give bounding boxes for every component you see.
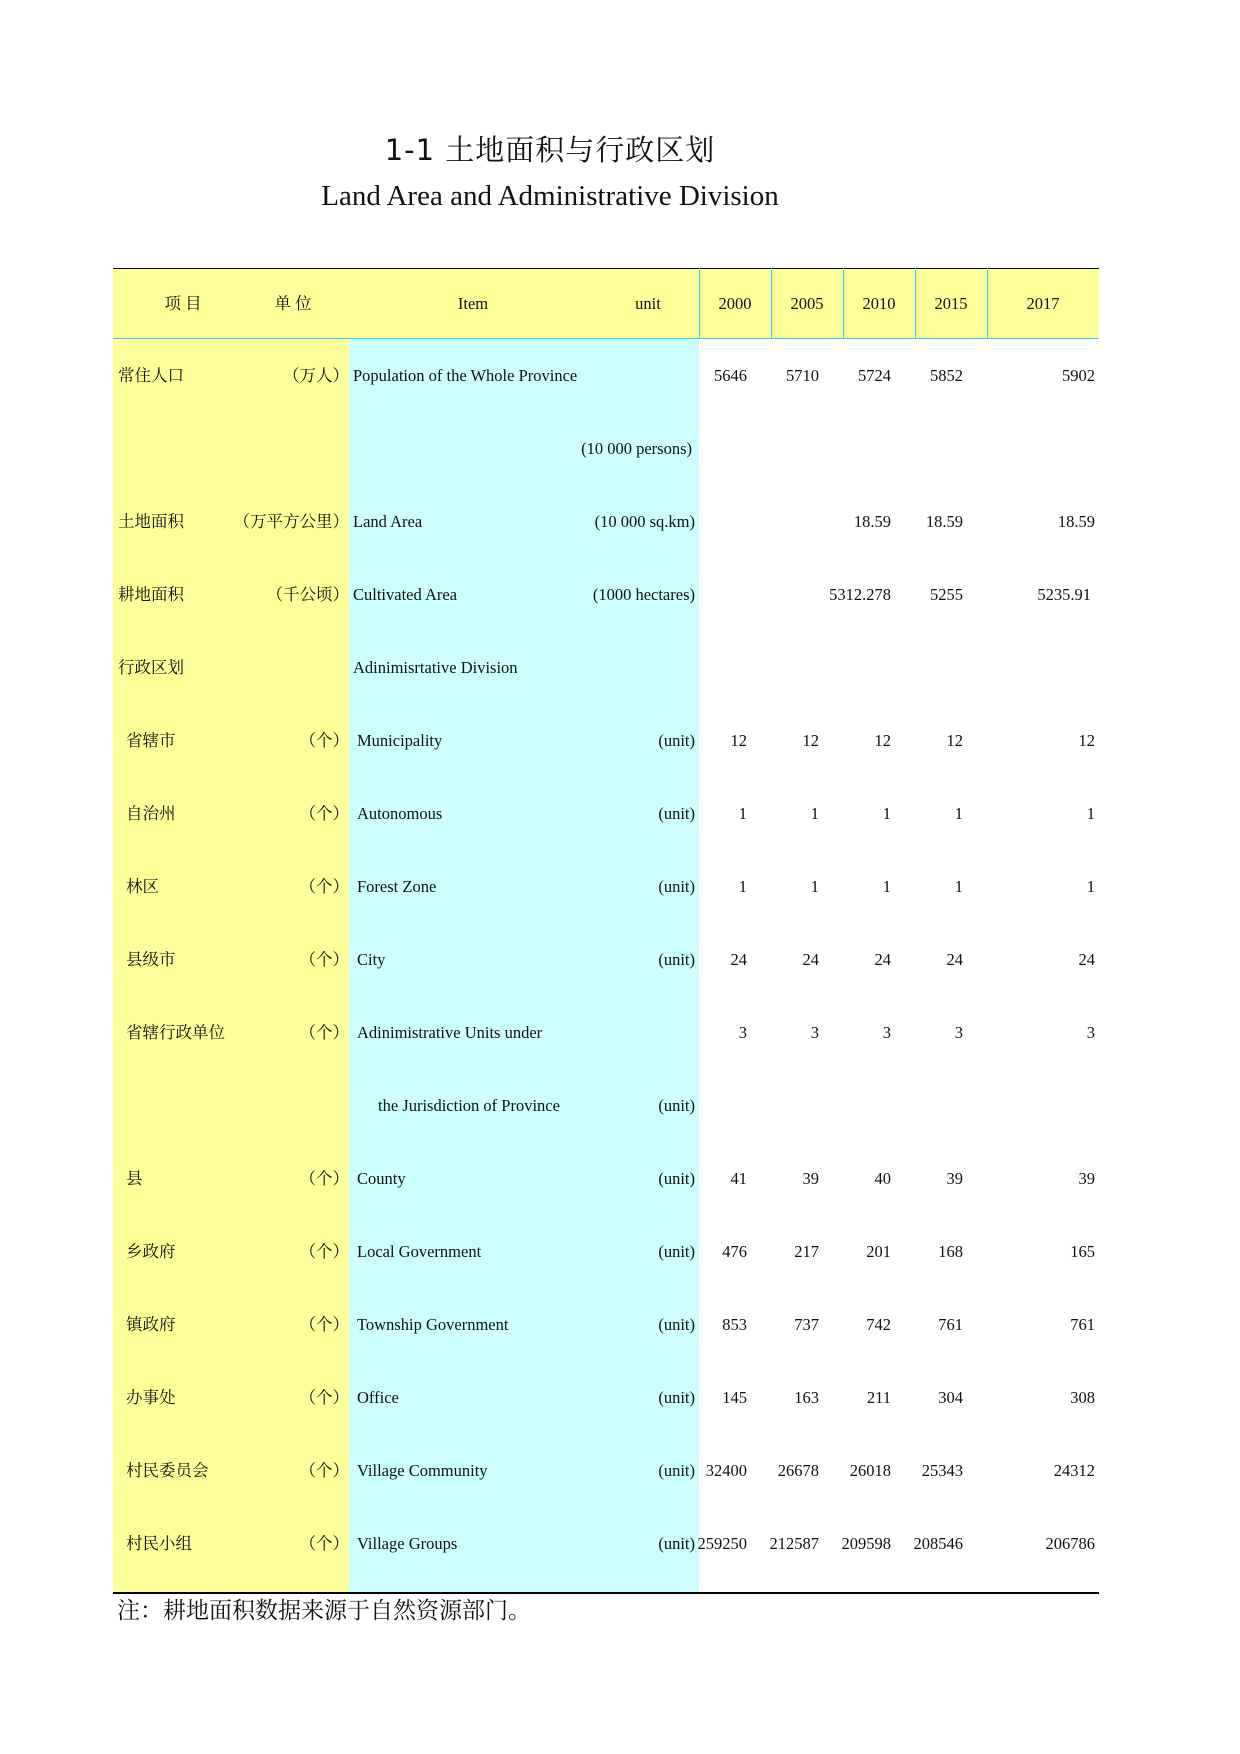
value-cell: 5646	[714, 366, 747, 385]
value-cell: 145	[722, 1388, 747, 1407]
table-row	[113, 1361, 1099, 1434]
value-cell: 1	[954, 804, 963, 823]
value-cell: 39	[1078, 1169, 1095, 1188]
value-cell: 5312.278	[829, 585, 891, 604]
row-unit-cn: （个）	[299, 1169, 349, 1188]
row-unit-cn: （个）	[299, 1242, 349, 1261]
value-cell: 1	[738, 804, 747, 823]
value-cell: 3	[954, 1023, 963, 1042]
table-row	[113, 339, 1099, 412]
table-row	[113, 850, 1099, 923]
row-label-cn: 自治州	[126, 804, 176, 823]
value-cell: 3	[882, 1023, 891, 1042]
value-cell: 24	[1078, 950, 1095, 969]
row-label-cn: 村民委员会	[126, 1461, 209, 1480]
value-cell: 1	[1086, 877, 1095, 896]
row-label-en: Village Community	[357, 1461, 488, 1480]
row-label-cn: 常住人口	[118, 366, 184, 385]
table-row	[113, 1069, 1099, 1142]
value-cell: 5235.91	[1037, 585, 1091, 604]
row-unit-en: (unit)	[658, 731, 695, 750]
title-chinese: 1-1 土地面积与行政区划	[384, 133, 716, 167]
value-cell: 12	[730, 731, 747, 750]
value-cell: 26678	[777, 1461, 819, 1480]
value-cell: 12	[946, 731, 963, 750]
table-row	[113, 1288, 1099, 1361]
value-cell: 3	[1086, 1023, 1095, 1042]
table-row	[113, 777, 1099, 850]
value-cell: 5255	[930, 585, 963, 604]
row-unit-en: (unit)	[658, 1315, 695, 1334]
title-english: Land Area and Administrative Division	[321, 180, 779, 212]
row-label-cn: 林区	[126, 877, 159, 896]
row-unit-cn: （个）	[299, 1315, 349, 1334]
value-cell: 18.59	[1057, 512, 1095, 531]
value-cell: 259250	[697, 1534, 747, 1553]
row-label-en: Village Groups	[357, 1534, 458, 1553]
row-unit-en: (unit)	[658, 877, 695, 896]
value-cell: 212587	[769, 1534, 819, 1553]
row-unit-en: (unit)	[658, 1461, 695, 1480]
statistics-table	[113, 268, 1099, 1596]
row-label-en: Township Government	[357, 1315, 509, 1334]
row-unit-cn: （个）	[299, 731, 349, 750]
value-cell: 1	[810, 877, 819, 896]
value-cell: 1	[810, 804, 819, 823]
value-cell: 12	[874, 731, 891, 750]
value-cell: 308	[1070, 1388, 1095, 1407]
value-cell: 761	[1070, 1315, 1095, 1334]
row-unit-cn: （个）	[299, 1534, 349, 1553]
table-row	[113, 631, 1099, 704]
value-cell: 1	[882, 877, 891, 896]
value-cell: 12	[802, 731, 819, 750]
table-row	[113, 1215, 1099, 1288]
row-unit-cn: （个）	[299, 1461, 349, 1480]
header-year: 2015	[934, 294, 968, 313]
value-cell: 211	[866, 1388, 891, 1407]
value-cell: 742	[866, 1315, 891, 1334]
value-cell: 5852	[930, 366, 963, 385]
value-cell: 3	[810, 1023, 819, 1042]
value-cell: 26018	[849, 1461, 891, 1480]
value-cell: 304	[938, 1388, 963, 1407]
row-unit-en: (unit)	[658, 1242, 695, 1261]
row-label-cn: 行政区划	[118, 658, 184, 677]
row-unit-en: (unit)	[658, 804, 695, 823]
header-year: 2000	[718, 294, 752, 313]
value-cell: 201	[866, 1242, 891, 1261]
row-unit-en: (unit)	[658, 1534, 695, 1553]
value-cell: 32400	[705, 1461, 747, 1480]
value-cell: 18.59	[925, 512, 963, 531]
value-cell: 168	[938, 1242, 963, 1261]
value-cell: 165	[1070, 1242, 1095, 1261]
value-cell: 209598	[841, 1534, 891, 1553]
row-unit-en: (1000 hectares)	[592, 585, 695, 604]
row-label-cn: 村民小组	[126, 1534, 192, 1553]
header-year: 2005	[790, 294, 824, 313]
value-cell: 206786	[1045, 1534, 1095, 1553]
value-cell: 208546	[913, 1534, 963, 1553]
table-row	[113, 1507, 1099, 1580]
row-label-en: Forest Zone	[357, 877, 437, 896]
row-label-en: Cultivated Area	[353, 585, 458, 604]
row-label-en: Local Government	[357, 1242, 482, 1261]
row-unit-en: (unit)	[658, 950, 695, 969]
row-label-cn: 土地面积	[118, 512, 184, 531]
row-label-cn: 县	[126, 1169, 143, 1188]
value-cell: 18.59	[853, 512, 891, 531]
value-cell: 5724	[858, 366, 891, 385]
value-cell: 24	[874, 950, 891, 969]
value-cell: 39	[946, 1169, 963, 1188]
row-unit-en: (10 000 persons)	[581, 439, 692, 458]
value-cell: 39	[802, 1169, 819, 1188]
row-label-cn: 办事处	[126, 1388, 176, 1407]
row-unit-cn: （个）	[299, 1388, 349, 1407]
row-label-en: the Jurisdiction of Province	[378, 1096, 560, 1115]
value-cell: 1	[954, 877, 963, 896]
value-cell: 25343	[921, 1461, 963, 1480]
row-label-en: Office	[357, 1388, 399, 1407]
header-unit-en: unit	[635, 294, 661, 313]
row-label-cn: 乡政府	[126, 1242, 176, 1261]
row-unit-cn: （个）	[299, 1023, 349, 1042]
value-cell: 1	[882, 804, 891, 823]
footnote: 注：耕地面积数据来源于自然资源部门。	[117, 1598, 531, 1624]
row-label-en: City	[357, 950, 386, 969]
value-cell: 761	[938, 1315, 963, 1334]
value-cell: 737	[794, 1315, 819, 1334]
row-unit-en: (unit)	[658, 1388, 695, 1407]
table-row	[113, 704, 1099, 777]
table-row	[113, 558, 1099, 631]
header-year: 2010	[862, 294, 896, 313]
row-label-en: Adinimistrative Units under	[357, 1023, 543, 1042]
row-label-cn: 县级市	[126, 950, 176, 969]
value-cell: 853	[722, 1315, 747, 1334]
value-cell: 163	[794, 1388, 819, 1407]
value-cell: 476	[722, 1242, 747, 1261]
row-label-en: Autonomous	[357, 804, 443, 823]
value-cell: 24	[730, 950, 747, 969]
value-cell: 217	[794, 1242, 819, 1261]
row-unit-en: (10 000 sq.km)	[594, 512, 695, 531]
row-label-cn: 耕地面积	[118, 585, 184, 604]
value-cell: 5710	[786, 366, 819, 385]
row-unit-cn: （个）	[299, 804, 349, 823]
value-cell: 3	[738, 1023, 747, 1042]
row-unit-cn: （万平方公里）	[233, 512, 349, 531]
value-cell: 1	[738, 877, 747, 896]
row-label-cn: 镇政府	[126, 1315, 176, 1334]
row-unit-en: (unit)	[658, 1169, 695, 1188]
value-cell: 24	[946, 950, 963, 969]
header-unit-cn: 单 位	[274, 294, 312, 313]
value-cell: 5902	[1062, 366, 1095, 385]
row-unit-cn: （万人）	[283, 366, 349, 385]
header-item-en: Item	[457, 294, 489, 313]
value-cell: 1	[1086, 804, 1095, 823]
header-item-cn: 项 目	[164, 294, 202, 313]
value-cell: 24	[802, 950, 819, 969]
row-label-en: Adinimisrtative Division	[353, 658, 518, 677]
row-label-cn: 省辖行政单位	[126, 1023, 225, 1042]
header-year: 2017	[1026, 294, 1060, 313]
row-unit-en: (unit)	[658, 1096, 695, 1115]
row-label-en: County	[357, 1169, 406, 1188]
table-row	[113, 996, 1099, 1069]
value-cell: 41	[730, 1169, 747, 1188]
row-unit-cn: （个）	[299, 950, 349, 969]
table-row	[113, 1142, 1099, 1215]
table-row	[113, 1434, 1099, 1507]
row-unit-cn: （个）	[299, 877, 349, 896]
table-row	[113, 412, 1099, 485]
row-unit-cn: （千公顷）	[266, 585, 349, 604]
value-cell: 24312	[1053, 1461, 1095, 1480]
table-row	[113, 485, 1099, 558]
row-label-en: Population of the Whole Province	[353, 366, 578, 385]
row-label-en: Municipality	[357, 731, 443, 750]
value-cell: 40	[874, 1169, 891, 1188]
table-row	[113, 923, 1099, 996]
value-cell: 12	[1078, 731, 1095, 750]
row-label-en: Land Area	[353, 512, 423, 531]
row-label-cn: 省辖市	[126, 731, 176, 750]
